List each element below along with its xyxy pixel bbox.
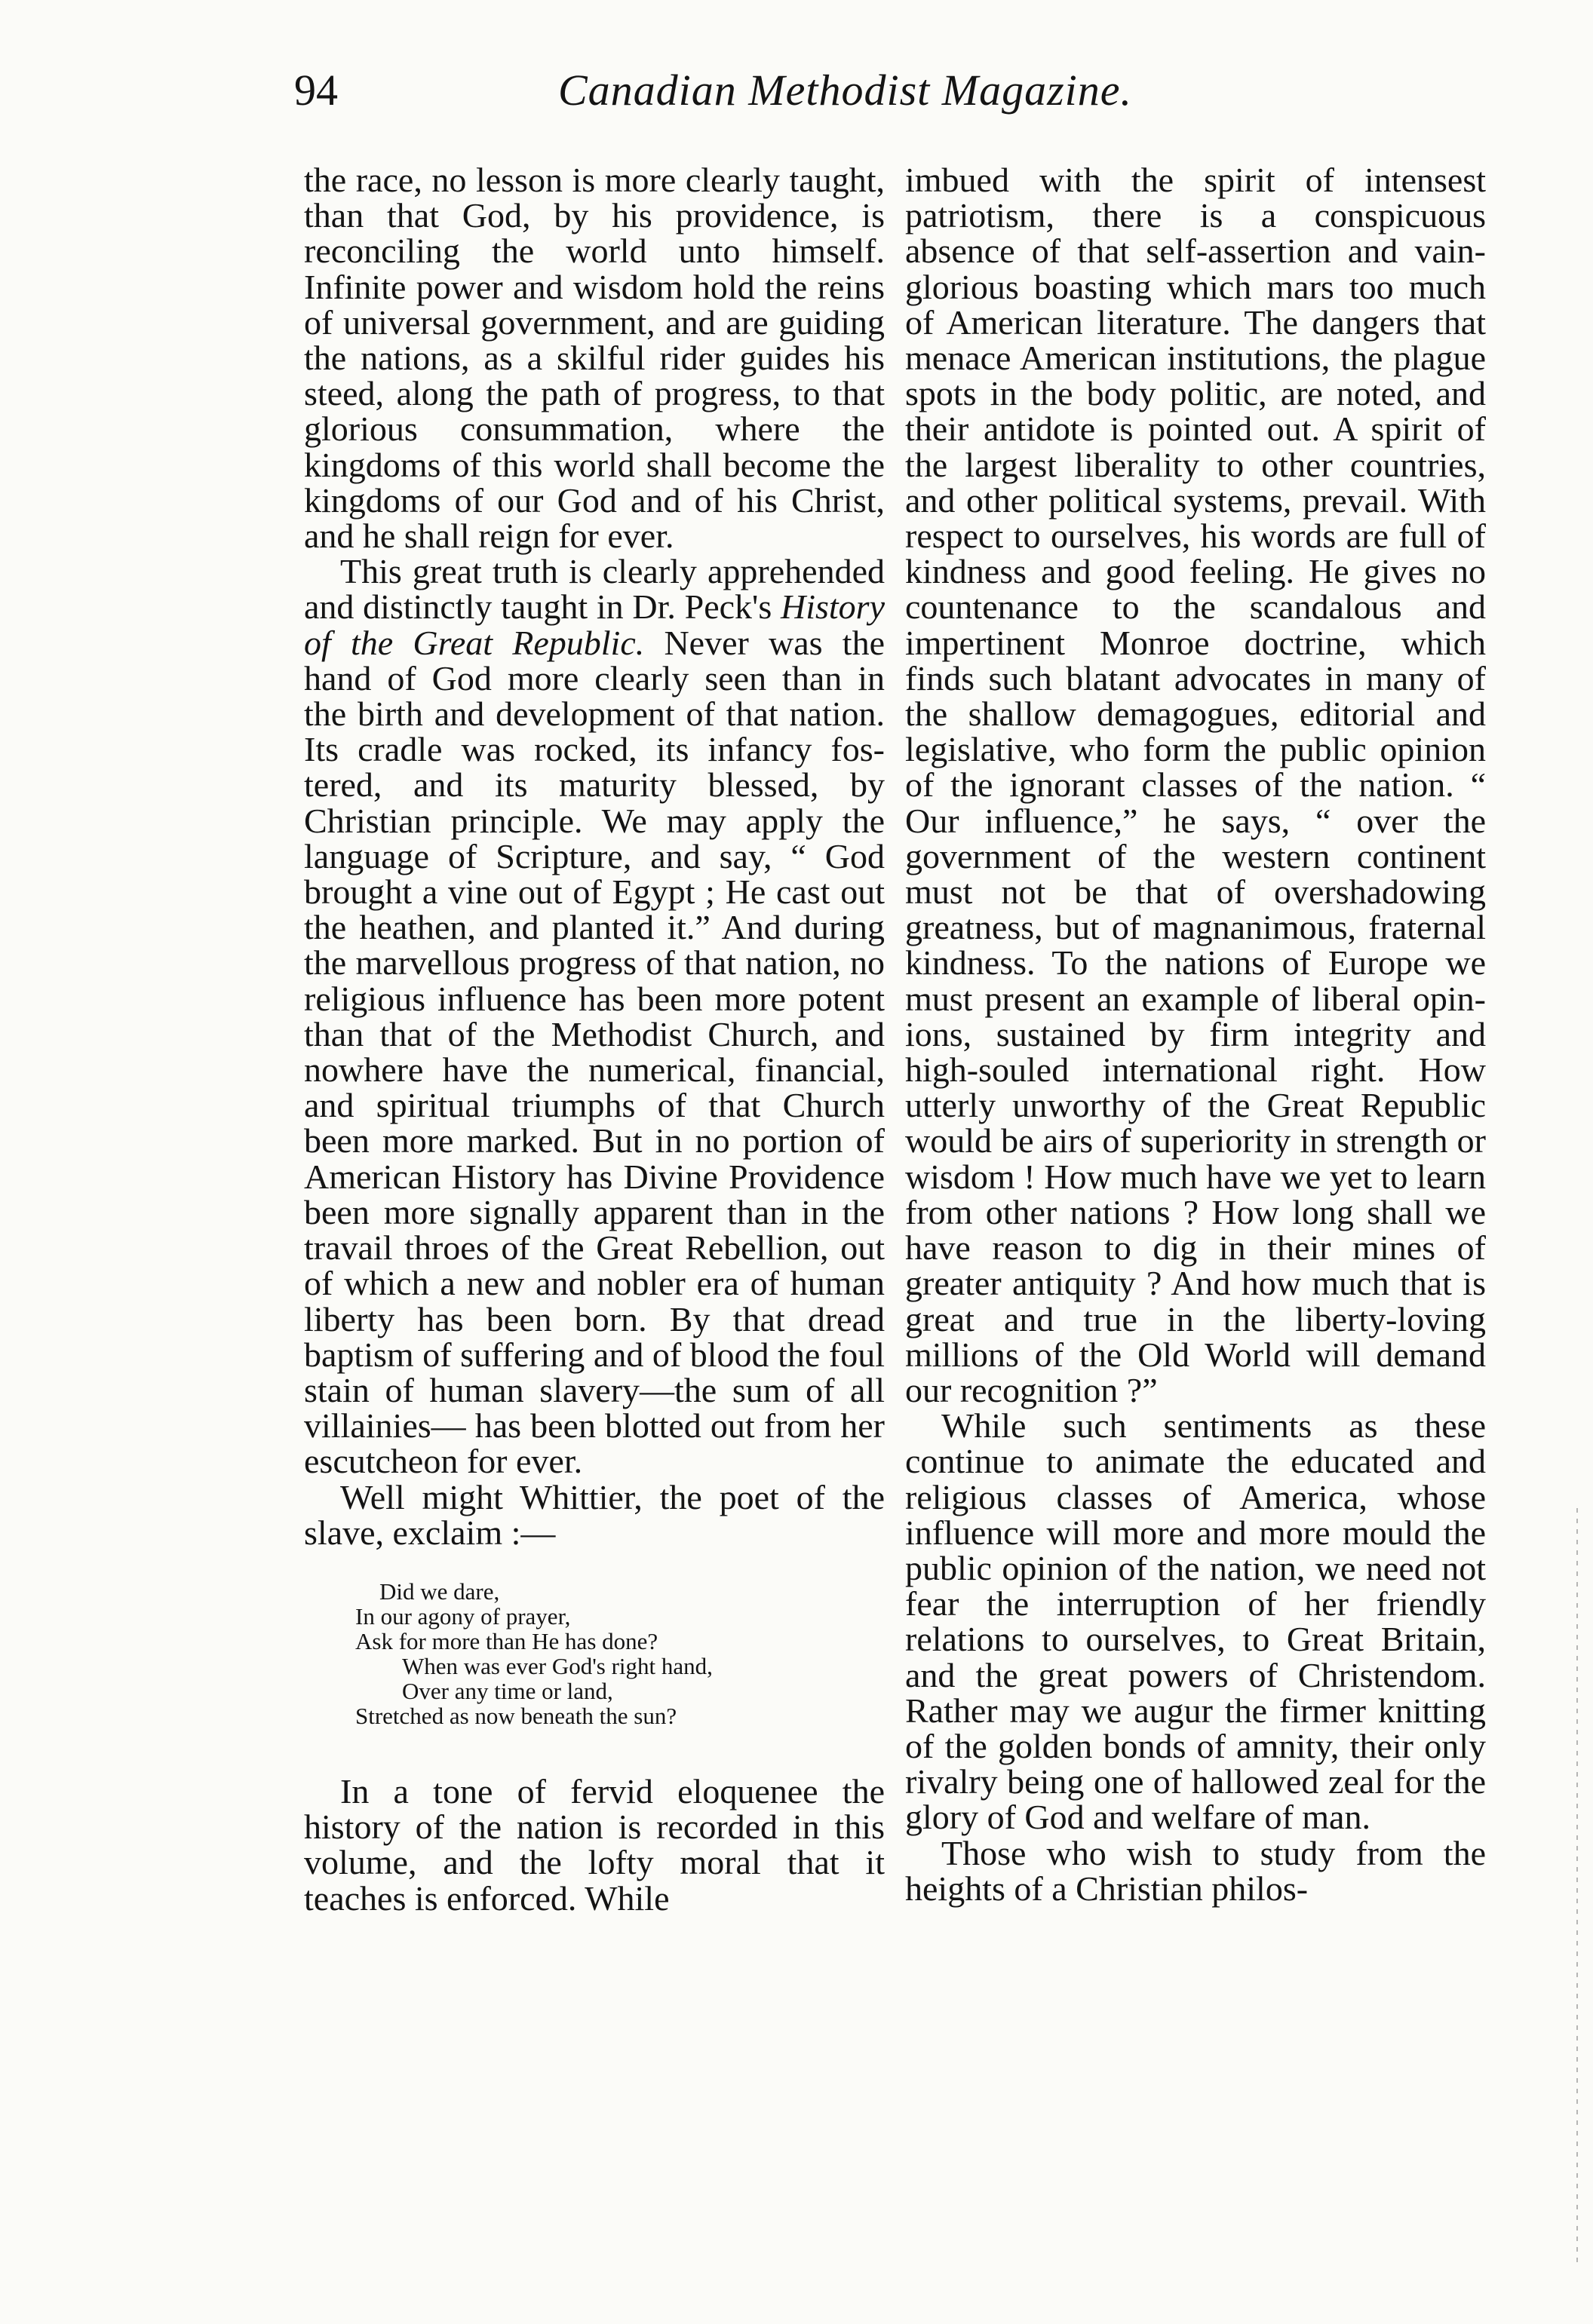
paragraph: In a tone of fervid eloquenee the history of the nation is recorded in this volume, and the lofty moral that it teaches is enforced. While [304,1771,885,1918]
paragraph: Well might Whittier, the poet of the slave, exclaim :— [304,1477,885,1552]
paragraph: the race, no lesson is more clearly taught, than that God, by his providence, is reconciling the world unto himself. Infinite power and wisdom hold the reins of universal government, and are guiding the nations, as a skilful rider guides his steed, along the path of progress, to that glorious consummation, where the kingdoms of this world shall become the kingdoms of our God and of his Christ, and he shall reign for ever. [304,161,885,556]
poem-line: Ask for more than He has done? [355,1627,658,1654]
paragraph [304,553,885,1479]
paragraph: Those who wish to study from the heights of a Christian philos- [905,1833,1486,1908]
page-edge-mark [1576,1508,1578,2262]
book-title: History of the Great Republic. [304,587,885,662]
poem-line: In our agony of prayer, [355,1602,571,1630]
poem-line: When was ever God's right hand, [402,1652,713,1679]
poem-line: Over any time or land, [402,1677,613,1704]
poem-line: Did we dare, [379,1577,500,1605]
paragraph-text: This great truth is clearly apprehended and distinctly taught in Dr. Peck's [304,552,885,627]
running-title: Canadian Methodist Magazine. [558,66,1133,115]
page-number: 94 [294,66,338,115]
left-column [304,162,885,1916]
right-column [905,162,1486,1906]
paragraph: imbued with the spirit of intensest patriotism, there is a conspicuous absence of that self-assertion and vain-glorious boasting which mars too much of American literature. The dangers that menace American institutions, the plague spots in the body politic, are noted, and their antidote is pointed out. A spirit of the largest liberality to other countries, and other political systems, prevail. With respect to ourselves, his words are full of kindness and good feeling. He gives no countenance to the scandalous and impertinent Monroe doctrine, which finds such blatant advocates in many of the shallow demagogues, editorial and legislative, who form the public opinion of the ignorant classes of the nation. “ Our influence,” he says, “ over the government of the western continent must not be that of overshadowing greatness, but of magnanimous, fraternal kindness. To the nations of Europe we must present an example of liberal opinions, sustained by firm integrity and high-souled international right. How utterly unworthy of the Great Republic would be airs of superiority in strength or wisdom ! How much have we yet to learn from other nations ? How long shall we have reason to dig in their mines of greater antiquity ? And how much that is great and true in the liberty-loving millions of the Old World will demand our recognition ?” [905,161,1486,1409]
poem-line: Stretched as now beneath the sun? [355,1702,677,1729]
poem-quotation [304,1579,885,1728]
paragraph-text: Never was the hand of God more clearly seen than in the birth and development of that nation. Its cradle was rocked, its infancy fostered, and its maturity blessed, by Christian principle. We may apply the language of Scripture, and say, “ God brought a vine out of Egypt ; He cast out the heathen, and planted it.” And during the marvellous progress of that nation, no religious influence has been more potent than that of the Methodist Church, and nowhere have the numerical, financial, and spiritual triumphs of that Church been more marked. But in no portion of American History has Divine Providence been more signally apparent than in the travail throes of the Great Rebellion, out of which a new and nobler era of human liberty has been born. By that dread baptism of suffering and of blood the foul stain of human slavery—the sum of all villainies— has been blotted out from her escutcheon for ever. [304,623,885,1481]
paragraph: While such sentiments as these continue to animate the educated and religious classes of America, whose influence will more and more mould the public opinion of the nation, we need not fear the interruption of her friendly relations to ourselves, to Great Britain, and the great powers of Christendom. Rather may we augur the firmer knitting of the golden bonds of amnity, their only rivalry being one of hallowed zeal for the glory of God and welfare of man. [905,1406,1486,1837]
